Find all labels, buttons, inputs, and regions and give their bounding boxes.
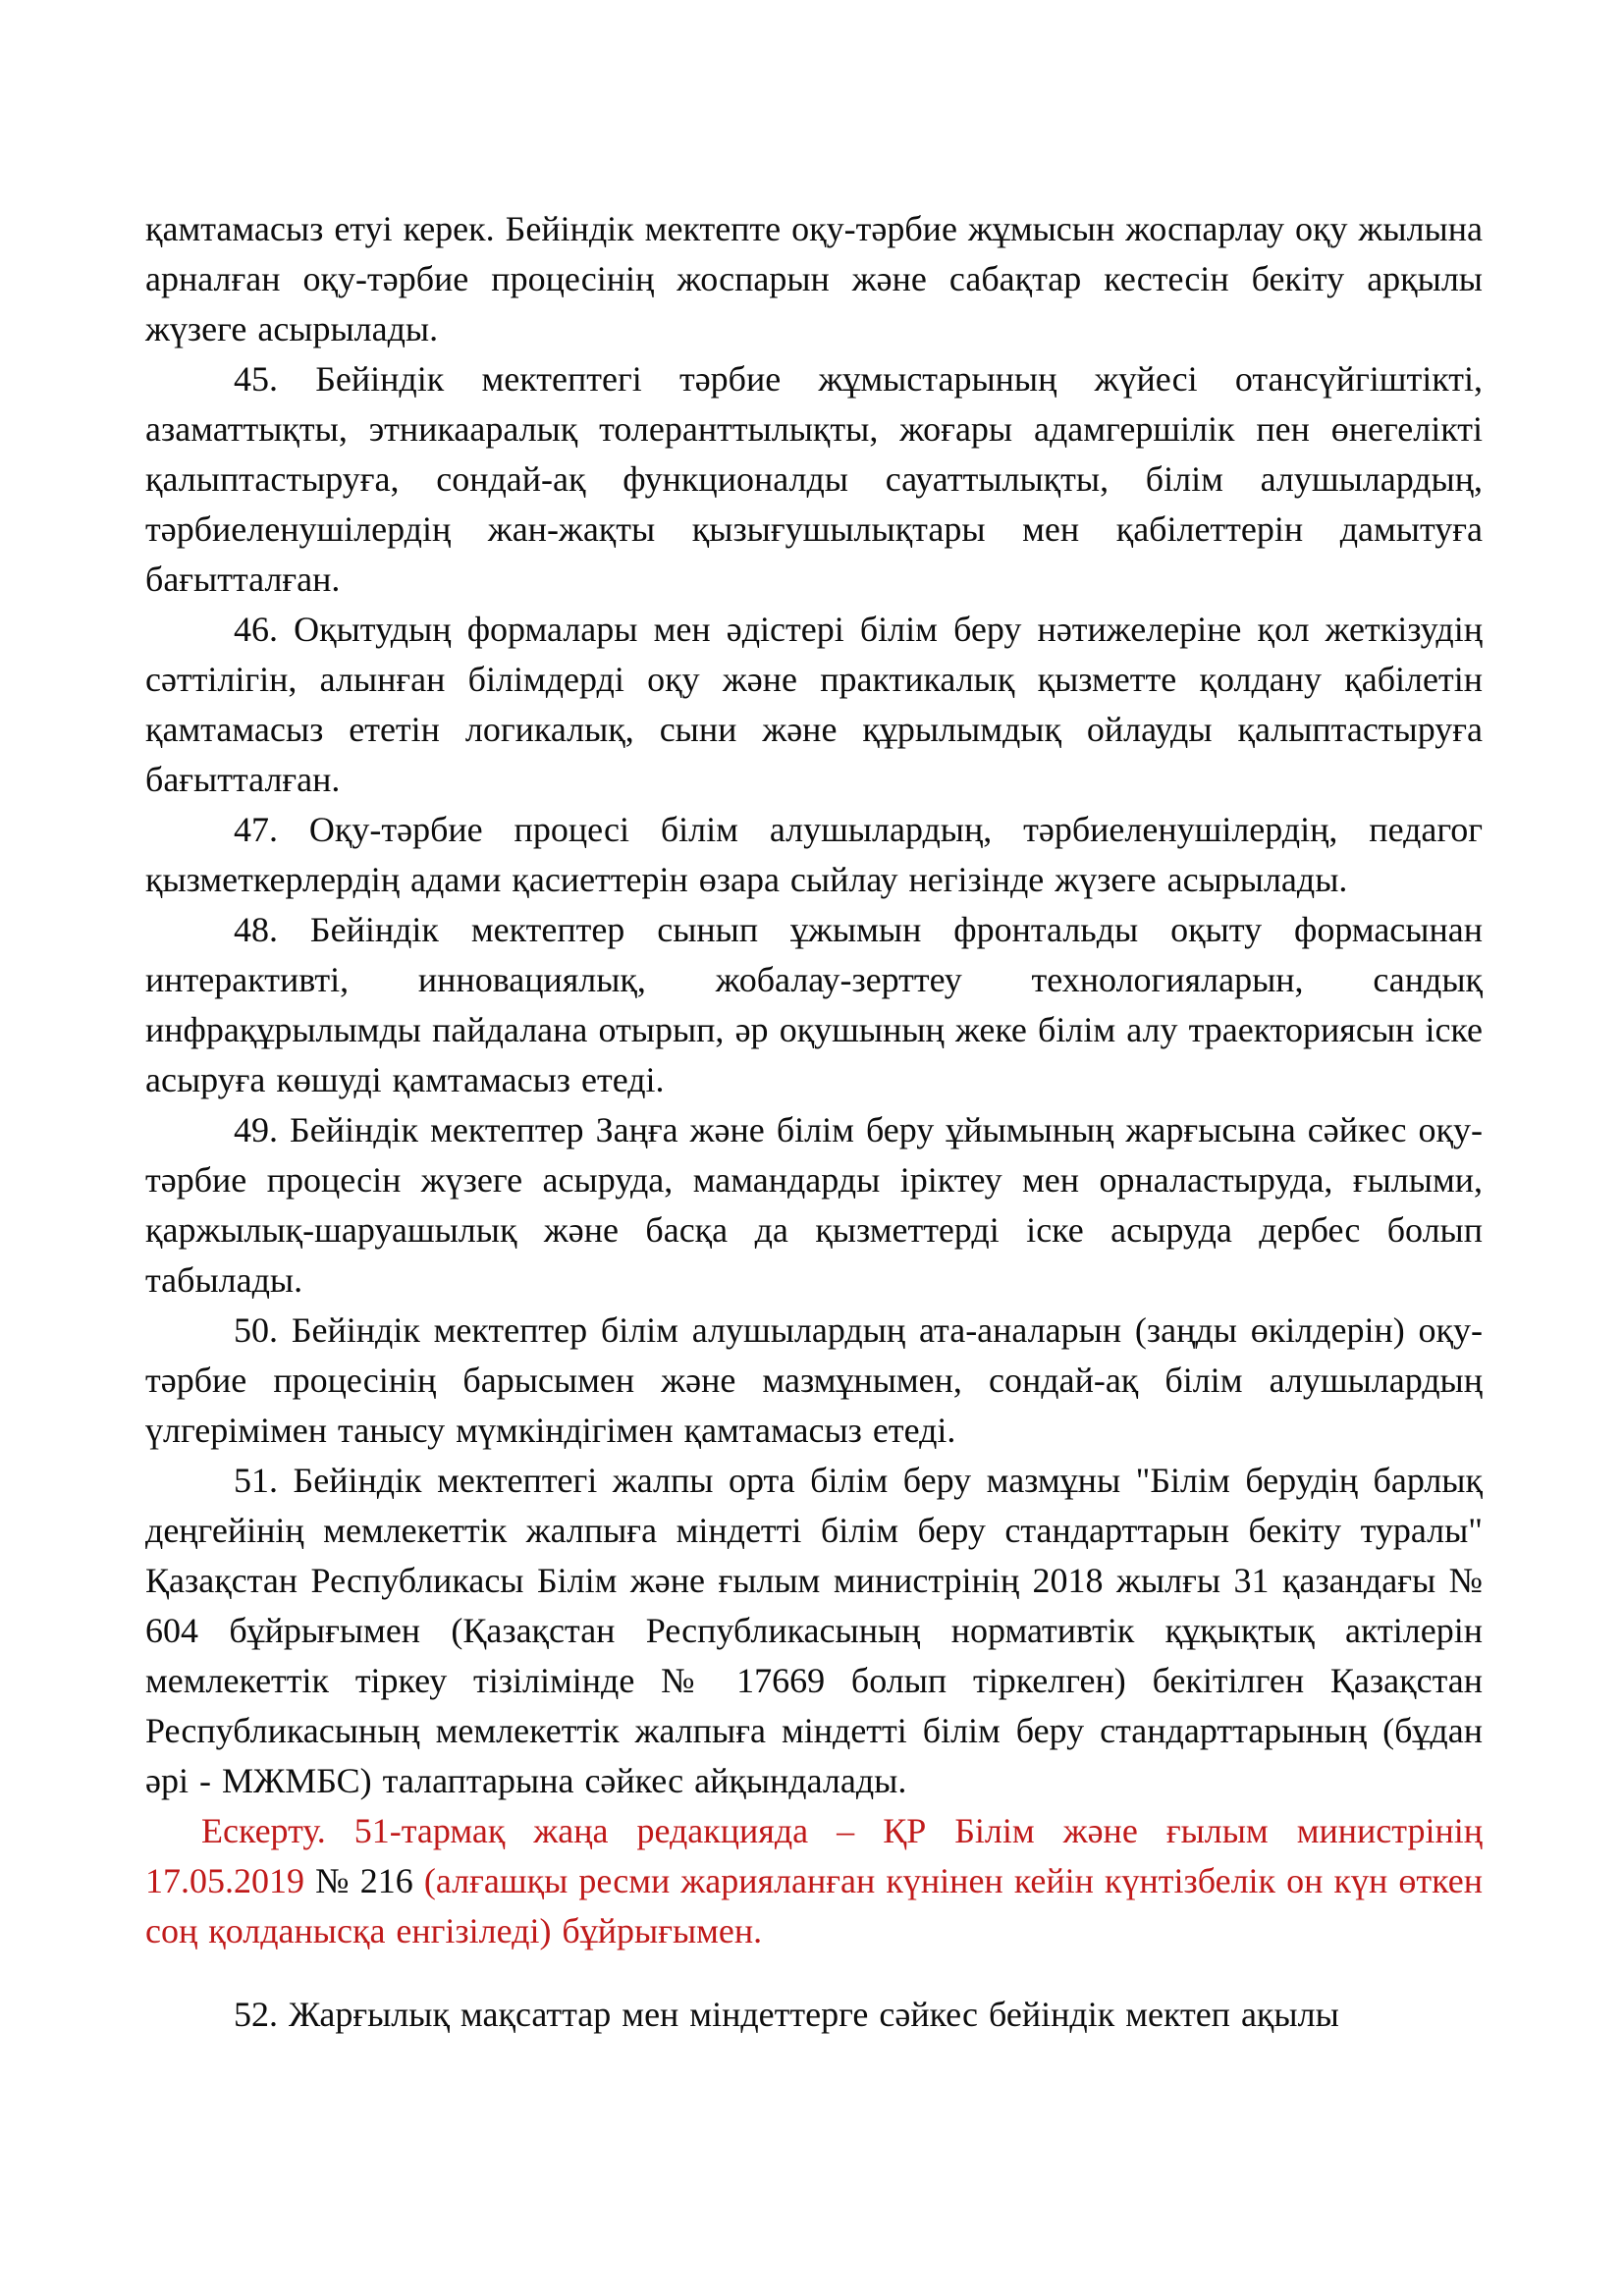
amendment-note [145, 1806, 1483, 1956]
paragraph-51: 51. Бейіндік мектептегі жалпы орта білім беру мазмұны "Білім берудің барлық деңгейінің мемлекеттік жалпыға міндетті білім беру стандарттарын бекіту туралы" Қазақстан Республикасы Білім және ғылым министрінің 2018 жылғы 31 қазандағы № 604 бұйрығымен (Қазақстан Республикасының нормативтік құқықтық актілерін мемлекеттік тіркеу тізілімінде № 17669 болып тіркелген) бекітілген Қазақстан Республикасының мемлекеттік жалпыға міндетті білім беру стандарттарының (бұдан әрі - МЖМБС) талаптарына сәйкес айқындалады. [145, 1461, 1483, 1800]
document-text-block [145, 204, 1483, 2040]
amendment-note-red-text-2: (алғашқы ресми жарияланған күнінен кейін күнтізбелік он күн өткен соң қолданысқа енгізіледі) бұйрығымен. [145, 1861, 1483, 1950]
paragraph-46: 46. Оқытудың формалары мен әдістері білім беру нәтижелеріне қол жеткізудің сәттілігін, алынған білімдерді оқу және практикалық қызметте қолдану қабілетін қамтамасыз ететін логикалық, сыни және құрылымдық ойлауды қалыптастыруға бағытталған. [145, 610, 1483, 799]
paragraph-50: 50. Бейіндік мектептер білім алушылардың ата-аналарын (заңды өкілдерін) оқу-тәрбие процесінің барысымен және мазмұнымен, сондай-ақ білім алушылардың үлгерімімен танысу мүмкіндігімен қамтамасыз етеді. [145, 1310, 1483, 1450]
amendment-note-red-text-1: Ескерту. 51-тармақ жаңа редакцияда – ҚР Білім және ғылым министрінің 17.05.2019 [145, 1811, 1483, 1900]
paragraph-continuation: қамтамасыз етуі керек. Бейіндік мектепте оқу-тәрбие жұмысын жоспарлау оқу жылына арналған оқу-тәрбие процесінің жоспарын және сабақтар кестесін бекіту арқылы жүзеге асырылады. [145, 209, 1483, 348]
paragraph-49: 49. Бейіндік мектептер Заңға және білім беру ұйымының жарғысына сәйкес оқу-тәрбие процесін жүзеге асыруда, мамандарды іріктеу мен орналастыруда, ғылыми, қаржылық-шаруашылық және басқа да қызметтерді іске асыруда дербес болып табылады. [145, 1110, 1483, 1300]
paragraph-48: 48. Бейіндік мектептер сынып ұжымын фронтальды оқыту формасынан интерактивті, инновациялық, жобалау-зерттеу технологияларын, сандық инфрақұрылымды пайдалана отырып, әр оқушының жеке білім алу траекториясын іске асыруға көшуді қамтамасыз етеді. [145, 910, 1483, 1099]
paragraph-52: 52. Жарғылық мақсаттар мен міндеттерге сәйкес бейіндік мектеп ақылы [234, 1995, 1339, 2034]
paragraph-47: 47. Оқу-тәрбие процесі білім алушылардың, тәрбиеленушілердің, педагог қызметкерлердің адами қасиеттерін өзара сыйлау негізінде жүзеге асырылады. [145, 810, 1483, 899]
amendment-note-order-number: № 216 [315, 1861, 413, 1900]
paragraph-45: 45. Бейіндік мектептегі тәрбие жұмыстарының жүйесі отансүйгіштікті, азаматтықты, этникааралық толеранттылықты, жоғары адамгершілік пен өнегелікті қалыптастыруға, сондай-ақ функционалды сауаттылықты, білім алушылардың, тәрбиеленушілердің жан-жақты қызығушылықтары мен қабілеттерін дамытуға бағытталған. [145, 359, 1483, 599]
